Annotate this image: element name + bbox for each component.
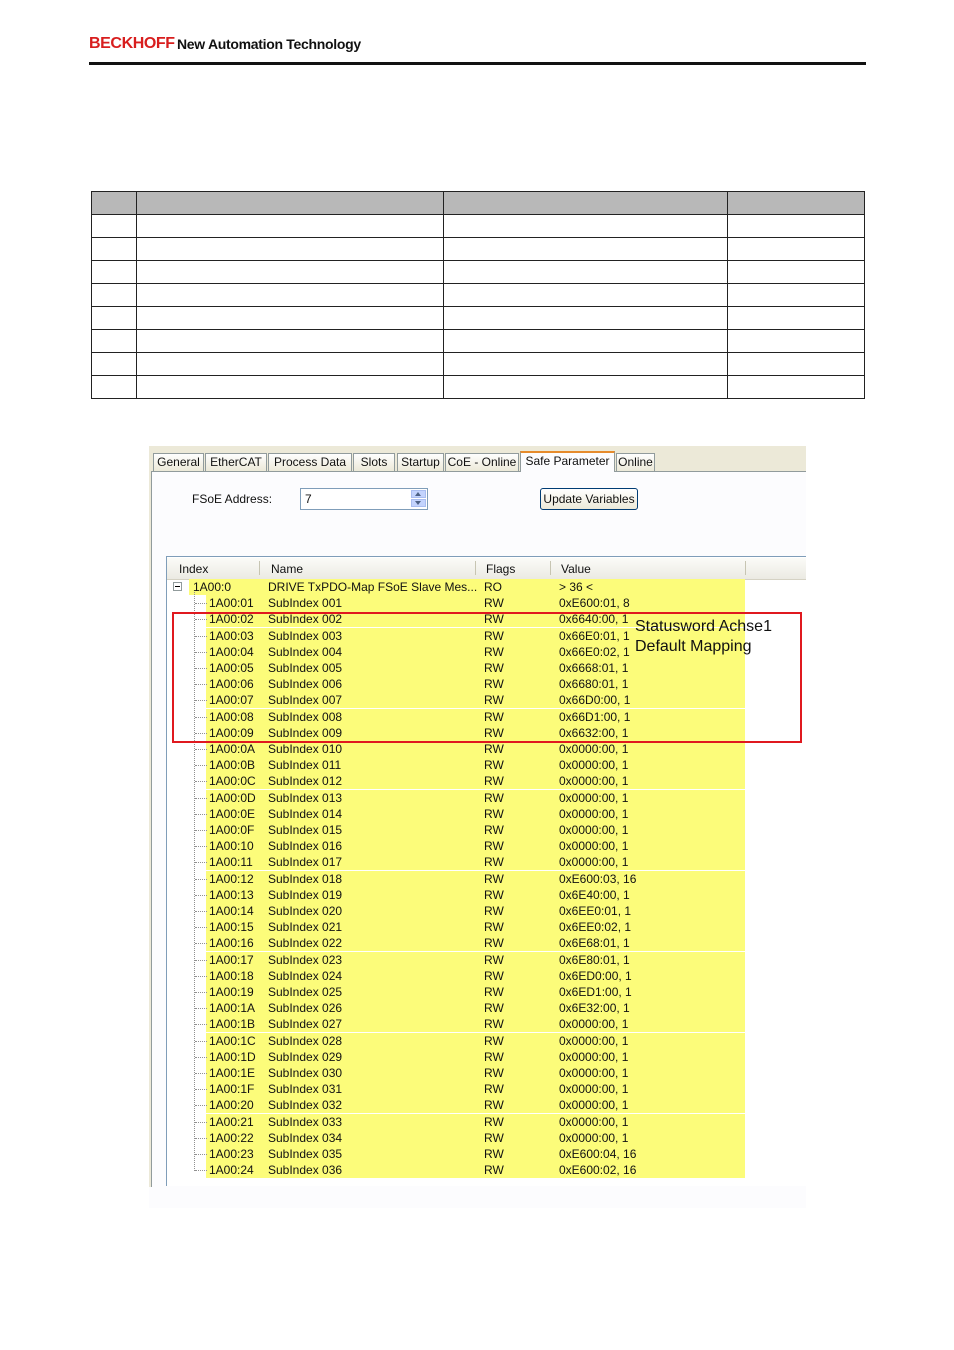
cell-flags: RW — [484, 1017, 504, 1032]
cell-index: 1A00:1D — [209, 1049, 256, 1064]
cell-index: 1A00:03 — [209, 628, 254, 643]
cell-name: SubIndex 026 — [268, 1001, 343, 1016]
cell-index: 1A00:1E — [209, 1066, 256, 1080]
cell-value: 0x0000:00, 1 — [559, 1049, 629, 1064]
cell-index: 1A00:04 — [209, 644, 254, 659]
cell-value: 0xE600:01, 8 — [559, 596, 630, 611]
cell-value: 0x0000:00, 1 — [559, 1098, 629, 1113]
tree-branch — [195, 1138, 207, 1139]
tree-branch — [195, 895, 207, 896]
cell-index: 1A00:22 — [209, 1130, 254, 1145]
cell-flags: RW — [484, 1033, 504, 1048]
empty-table — [91, 191, 865, 399]
cell-flags: RW — [484, 952, 504, 967]
cell-flags: RW — [484, 725, 504, 740]
tree-branch — [195, 911, 207, 912]
cell-name: SubIndex 015 — [268, 823, 343, 837]
tree-branch — [195, 846, 207, 847]
spin-buttons[interactable] — [411, 490, 426, 508]
tree-branch — [195, 1024, 207, 1025]
list-bottom — [149, 1187, 806, 1208]
cell-value: 0x6E68:01, 1 — [559, 936, 630, 951]
tree-branch — [195, 1041, 207, 1042]
cell-name: SubIndex 005 — [268, 661, 343, 675]
header-divider — [89, 62, 866, 65]
cell-name: SubIndex 012 — [268, 774, 343, 789]
cell-value: 0x0000:00, 1 — [559, 742, 629, 756]
cell-value: 0x6ED1:00, 1 — [559, 985, 632, 999]
tree-branch — [195, 798, 207, 799]
table-row — [92, 353, 865, 376]
column-value[interactable]: Value — [561, 562, 591, 576]
cell-index: 1A00:12 — [209, 871, 254, 886]
spin-up-icon[interactable] — [411, 490, 426, 498]
cell-index: 1A00:14 — [209, 904, 254, 918]
cell-index: 1A00:0A — [209, 742, 256, 756]
cell-name: SubIndex 016 — [268, 839, 343, 854]
tab-startup[interactable]: Startup — [397, 453, 444, 471]
cell-name: SubIndex 002 — [268, 612, 343, 627]
cell-flags: RW — [484, 1066, 504, 1080]
cell-value: 0xE600:02, 16 — [559, 1163, 637, 1178]
cell-name: SubIndex 031 — [268, 1082, 343, 1097]
cell-flags: RW — [484, 904, 504, 918]
cell-name: SubIndex 032 — [268, 1098, 343, 1113]
cell-flags: RW — [484, 1049, 504, 1064]
cell-flags: RW — [484, 596, 504, 611]
cell-name: SubIndex 022 — [268, 936, 343, 951]
cell-index: 1A00:21 — [209, 1114, 254, 1129]
cell-index: 1A00:07 — [209, 693, 254, 708]
cell-value: 0x6E40:00, 1 — [559, 887, 630, 902]
cell-flags: RW — [484, 628, 504, 643]
cell-value: 0x0000:00, 1 — [559, 823, 629, 837]
cell-flags: RW — [484, 758, 504, 773]
tree-branch — [195, 603, 207, 604]
cell-index: 1A00:18 — [209, 968, 254, 983]
cell-index: 1A00:13 — [209, 887, 254, 902]
tree-branch — [195, 1105, 207, 1106]
tab-coe-online[interactable]: CoE - Online — [445, 453, 519, 471]
table-row — [92, 261, 865, 284]
table-row — [92, 284, 865, 307]
tree-branch — [195, 1089, 207, 1090]
tree-branch — [195, 1057, 207, 1058]
cell-index: 1A00:08 — [209, 709, 254, 724]
cell-value: 0x6ED0:00, 1 — [559, 968, 632, 983]
collapse-icon[interactable] — [173, 582, 182, 591]
cell-flags: RW — [484, 985, 504, 999]
cell-flags: RW — [484, 790, 504, 805]
cell-flags: RW — [484, 1098, 504, 1113]
cell-name: SubIndex 034 — [268, 1130, 343, 1145]
cell-value: 0x0000:00, 1 — [559, 1130, 629, 1145]
cell-flags: RW — [484, 887, 504, 902]
cell-value: 0x6E32:00, 1 — [559, 1001, 630, 1016]
cell-index: 1A00:10 — [209, 839, 254, 854]
cell-flags: RW — [484, 871, 504, 886]
cell-value: 0x0000:00, 1 — [559, 1017, 629, 1032]
cell-index: 1A00:11 — [209, 855, 253, 870]
cell-value: 0x0000:00, 1 — [559, 839, 629, 854]
fsoe-address-label: FSoE Address: — [192, 492, 273, 506]
cell-index: 1A00:0F — [209, 823, 255, 837]
cell-index: 1A00:01 — [209, 596, 254, 611]
cell-name: SubIndex 007 — [268, 693, 343, 708]
cell-flags: RW — [484, 1001, 504, 1016]
cell-flags: RW — [484, 839, 504, 854]
tree-branch — [195, 862, 207, 863]
update-variables-button[interactable]: Update Variables — [540, 488, 638, 510]
cell-index: 1A00:0D — [209, 790, 256, 805]
cell-value: 0x0000:00, 1 — [559, 806, 629, 821]
cell-flags: RW — [484, 1147, 504, 1161]
cell-name: SubIndex 036 — [268, 1163, 343, 1178]
cell-name: SubIndex 033 — [268, 1114, 343, 1129]
cell-value: 0x66E0:02, 1 — [559, 644, 630, 659]
cell-value: 0x0000:00, 1 — [559, 1066, 629, 1080]
cell-index: 1A00:17 — [209, 952, 254, 967]
tree-branch — [195, 960, 207, 961]
cell-value: 0x6680:01, 1 — [559, 677, 629, 692]
cell-name: SubIndex 028 — [268, 1033, 343, 1048]
cell-value: 0x0000:00, 1 — [559, 790, 629, 805]
cell-index: 1A00:19 — [209, 985, 254, 999]
cell-index: 1A00:1B — [209, 1017, 256, 1032]
cell-value: 0x0000:00, 1 — [559, 774, 629, 789]
safe-parameter-dialog — [149, 446, 806, 1208]
cell-name: DRIVE TxPDO-Map FSoE Slave Mes... — [268, 580, 478, 594]
cell-value: > 36 < — [559, 580, 594, 594]
tree-branch — [195, 879, 207, 880]
cell-flags: RW — [484, 1130, 504, 1145]
fsoe-address-value: 7 — [305, 492, 312, 506]
cell-index: 1A00:0 — [193, 580, 232, 594]
tree-branch — [195, 830, 207, 831]
tree-branch — [195, 1073, 207, 1074]
cell-index: 1A00:0E — [209, 806, 256, 821]
cell-flags: RW — [484, 1082, 504, 1097]
cell-value: 0x66E0:01, 1 — [559, 628, 630, 643]
brand-slogan: New Automation Technology — [177, 36, 361, 52]
cell-name: SubIndex 023 — [268, 952, 343, 967]
cell-index: 1A00:23 — [209, 1147, 254, 1161]
cell-value: 0x0000:00, 1 — [559, 855, 629, 870]
cell-name: SubIndex 009 — [268, 725, 343, 740]
cell-name: SubIndex 010 — [268, 742, 343, 756]
tab-ethercat[interactable]: EtherCAT — [205, 453, 267, 471]
table-header-row — [92, 192, 865, 215]
cell-value: 0x0000:00, 1 — [559, 1114, 629, 1129]
tree-branch — [195, 781, 207, 782]
cell-value: 0x6668:01, 1 — [559, 661, 629, 675]
cell-index: 1A00:09 — [209, 725, 254, 740]
spin-down-icon[interactable] — [411, 499, 426, 507]
cell-index: 1A00:0B — [209, 758, 256, 773]
cell-value: 0xE600:03, 16 — [559, 871, 637, 886]
annotation-text — [635, 617, 772, 657]
cell-value: 0x6EE0:01, 1 — [559, 904, 632, 918]
brand-logo: BECKHOFF — [89, 35, 175, 52]
tree-branch — [195, 814, 207, 815]
cell-flags: RO — [484, 580, 502, 594]
fsoe-address-stepper[interactable] — [300, 488, 428, 510]
cell-flags: RW — [484, 806, 504, 821]
cell-name: SubIndex 024 — [268, 968, 343, 983]
cell-name: SubIndex 030 — [268, 1066, 343, 1080]
annotation-line-2: Default Mapping — [635, 638, 752, 655]
tree-branch — [195, 1008, 207, 1009]
cell-flags: RW — [484, 693, 504, 708]
column-name[interactable]: Name — [271, 562, 304, 576]
table-row — [92, 307, 865, 330]
cell-name: SubIndex 017 — [268, 855, 343, 870]
cell-index: 1A00:05 — [209, 661, 254, 675]
cell-flags: RW — [484, 823, 504, 837]
cell-index: 1A00:0C — [209, 774, 256, 789]
tree-branch — [195, 1122, 207, 1123]
cell-name: SubIndex 025 — [268, 985, 343, 999]
cell-name: SubIndex 020 — [268, 904, 343, 918]
cell-name: SubIndex 014 — [268, 806, 343, 821]
list-header — [167, 558, 806, 580]
tree-branch — [195, 976, 207, 977]
cell-name: SubIndex 001 — [268, 596, 343, 611]
column-index[interactable]: Index — [179, 562, 209, 576]
cell-index: 1A00:16 — [209, 936, 254, 951]
cell-index: 1A00:20 — [209, 1098, 254, 1113]
cell-name: SubIndex 035 — [268, 1147, 343, 1161]
cell-flags: RW — [484, 855, 504, 870]
cell-index: 1A00:15 — [209, 920, 254, 935]
cell-value: 0x6E80:01, 1 — [559, 952, 630, 967]
cell-name: SubIndex 008 — [268, 709, 343, 724]
cell-value: 0x0000:00, 1 — [559, 758, 629, 773]
cell-value: 0x6632:00, 1 — [559, 725, 629, 740]
cell-name: SubIndex 004 — [268, 644, 343, 659]
cell-value: 0xE600:04, 16 — [559, 1147, 637, 1161]
cell-flags: RW — [484, 1114, 504, 1129]
tree-branch — [195, 943, 207, 944]
cell-value: 0x66D1:00, 1 — [559, 709, 631, 724]
cell-name: SubIndex 019 — [268, 887, 343, 902]
tab-slots[interactable]: Slots — [353, 453, 395, 471]
cell-flags: RW — [484, 968, 504, 983]
cell-value: 0x6640:00, 1 — [559, 612, 629, 627]
cell-name: SubIndex 029 — [268, 1049, 343, 1064]
cell-name: SubIndex 018 — [268, 871, 343, 886]
cell-name: SubIndex 006 — [268, 677, 343, 692]
cell-value: 0x66D0:00, 1 — [559, 693, 631, 708]
cell-name: SubIndex 011 — [268, 758, 342, 773]
tab-process-data[interactable]: Process Data — [268, 453, 352, 471]
tab-general[interactable]: General — [153, 453, 204, 471]
cell-index: 1A00:1C — [209, 1033, 256, 1048]
column-flags[interactable]: Flags — [486, 562, 516, 576]
cell-flags: RW — [484, 612, 504, 627]
table-row — [92, 215, 865, 238]
cell-flags: RW — [484, 677, 504, 692]
tree-branch — [195, 749, 207, 750]
cell-value: 0x0000:00, 1 — [559, 1033, 629, 1048]
cell-flags: RW — [484, 644, 504, 659]
cell-flags: RW — [484, 661, 504, 675]
table-row — [92, 376, 865, 399]
cell-flags: RW — [484, 1163, 504, 1178]
cell-name: SubIndex 013 — [268, 790, 343, 805]
cell-index: 1A00:02 — [209, 612, 254, 627]
tree-branch — [195, 927, 207, 928]
tab-safe-parameter[interactable]: Safe Parameter — [520, 451, 615, 472]
cell-flags: RW — [484, 742, 504, 756]
cell-value: 0x0000:00, 1 — [559, 1082, 629, 1097]
cell-index: 1A00:24 — [209, 1163, 254, 1178]
tab-online[interactable]: Online — [616, 453, 655, 471]
cell-index: 1A00:1A — [209, 1001, 256, 1016]
table-row — [92, 238, 865, 261]
tree-branch — [195, 992, 207, 993]
tree-branch — [195, 1170, 207, 1171]
cell-flags: RW — [484, 774, 504, 789]
annotation-line-1: Statusword Achse1 — [635, 618, 772, 635]
tree-branch — [195, 1154, 207, 1155]
cell-name: SubIndex 021 — [268, 920, 343, 935]
table-row — [92, 330, 865, 353]
tree-branch — [195, 765, 207, 766]
cell-name: SubIndex 003 — [268, 628, 343, 643]
cell-name: SubIndex 027 — [268, 1017, 343, 1032]
cell-flags: RW — [484, 936, 504, 951]
cell-value: 0x6EE0:02, 1 — [559, 920, 632, 935]
cell-index: 1A00:06 — [209, 677, 254, 692]
cell-flags: RW — [484, 709, 504, 724]
cell-flags: RW — [484, 920, 504, 935]
cell-index: 1A00:1F — [209, 1082, 255, 1097]
